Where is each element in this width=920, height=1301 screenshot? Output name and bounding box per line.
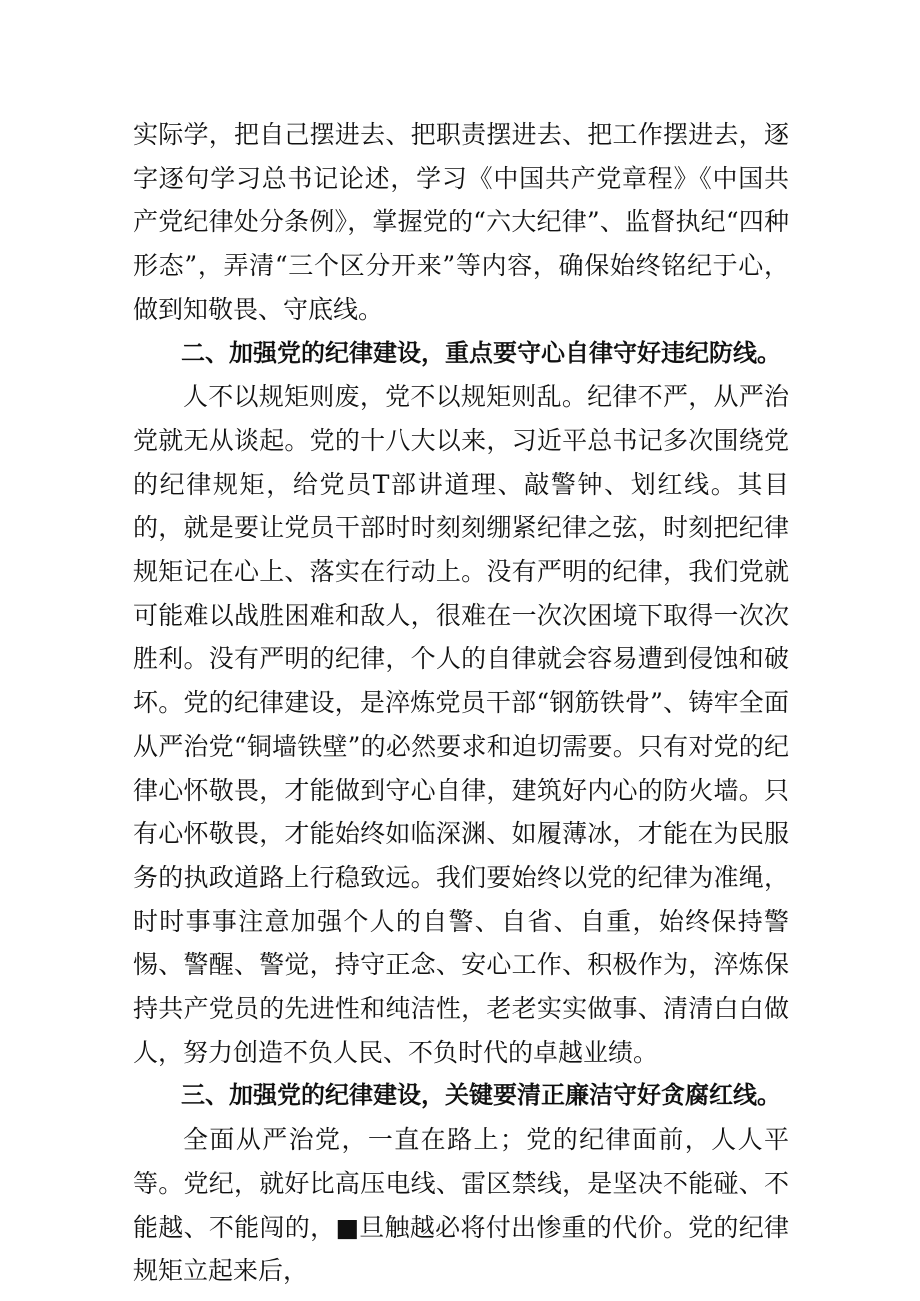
paragraph-section-2: 人不以规矩则废，党不以规矩则乱。纪律不严，从严治党就无从谈起。党的十八大以来，习近平总书记多次围绕党的纪律规矩，给党员T部讲道理、敲警钟、划红线。其目的，就是要让党员干部时时刻刻绷紧纪律之弦，时刻把纪律规矩记在心上、落实在行动上。没有严明的纪律，我们党就可能难以战胜困难和敌人，很难在一次次困境下取得一次次胜利。没有严明的纪律，个人的自律就会容易遭到侵蚀和破坏。党的纪律建设，是淬炼党员干部“钢筋铁骨”、铸牢全面从严治党“铜墙铁壁”的必然要求和迫切需要。只有对党的纪律心怀敬畏，才能做到守心自律，建筑好内心的防火墙。只有心怀敬畏，才能始终如临深渊、如履薄冰，才能在为民服务的执政道路上行稳致远。我们要始终以党的纪律为准绳，时时事事注意加强个人的自警、自省、自重，始终保持警惕、警醒、警觉，持守正念、安心工作、积极作为，淬炼保持共产党员的先进性和纯洁性，老老实实做事、清清白白做人，努力创造不负人民、不负时代的卓越业绩。 <box>133 382 789 1067</box>
section-heading-2: 二、加强党的纪律建设，重点要守心自律守好违纪防线。 <box>181 338 781 367</box>
section-heading-3: 三、加强党的纪律建设，关键要清正廉洁守好贪腐红线。 <box>181 1081 781 1110</box>
paragraph-continuation: 实际学，把自己摆进去、把职责摆进去、把工作摆进去，逐字逐句学习总书记论述，学习《中国共产党章程》《中国共产党纪律处分条例》，掌握党的“六大纪律”、监督执纪“四种形态”，弄清“三个区分开来”等内容，确保始终铭纪于心，做到知敬畏、守底线。 <box>133 120 789 324</box>
document-body <box>133 113 789 1293</box>
paragraph-section-3: 全面从严治党，一直在路上；党的纪律面前，人人平等。党纪，就好比高压电线、雷区禁线，是坚决不能碰、不能越、不能闯的，■旦触越必将付出惨重的代价。党的纪律规矩立起来后， <box>133 1125 789 1286</box>
